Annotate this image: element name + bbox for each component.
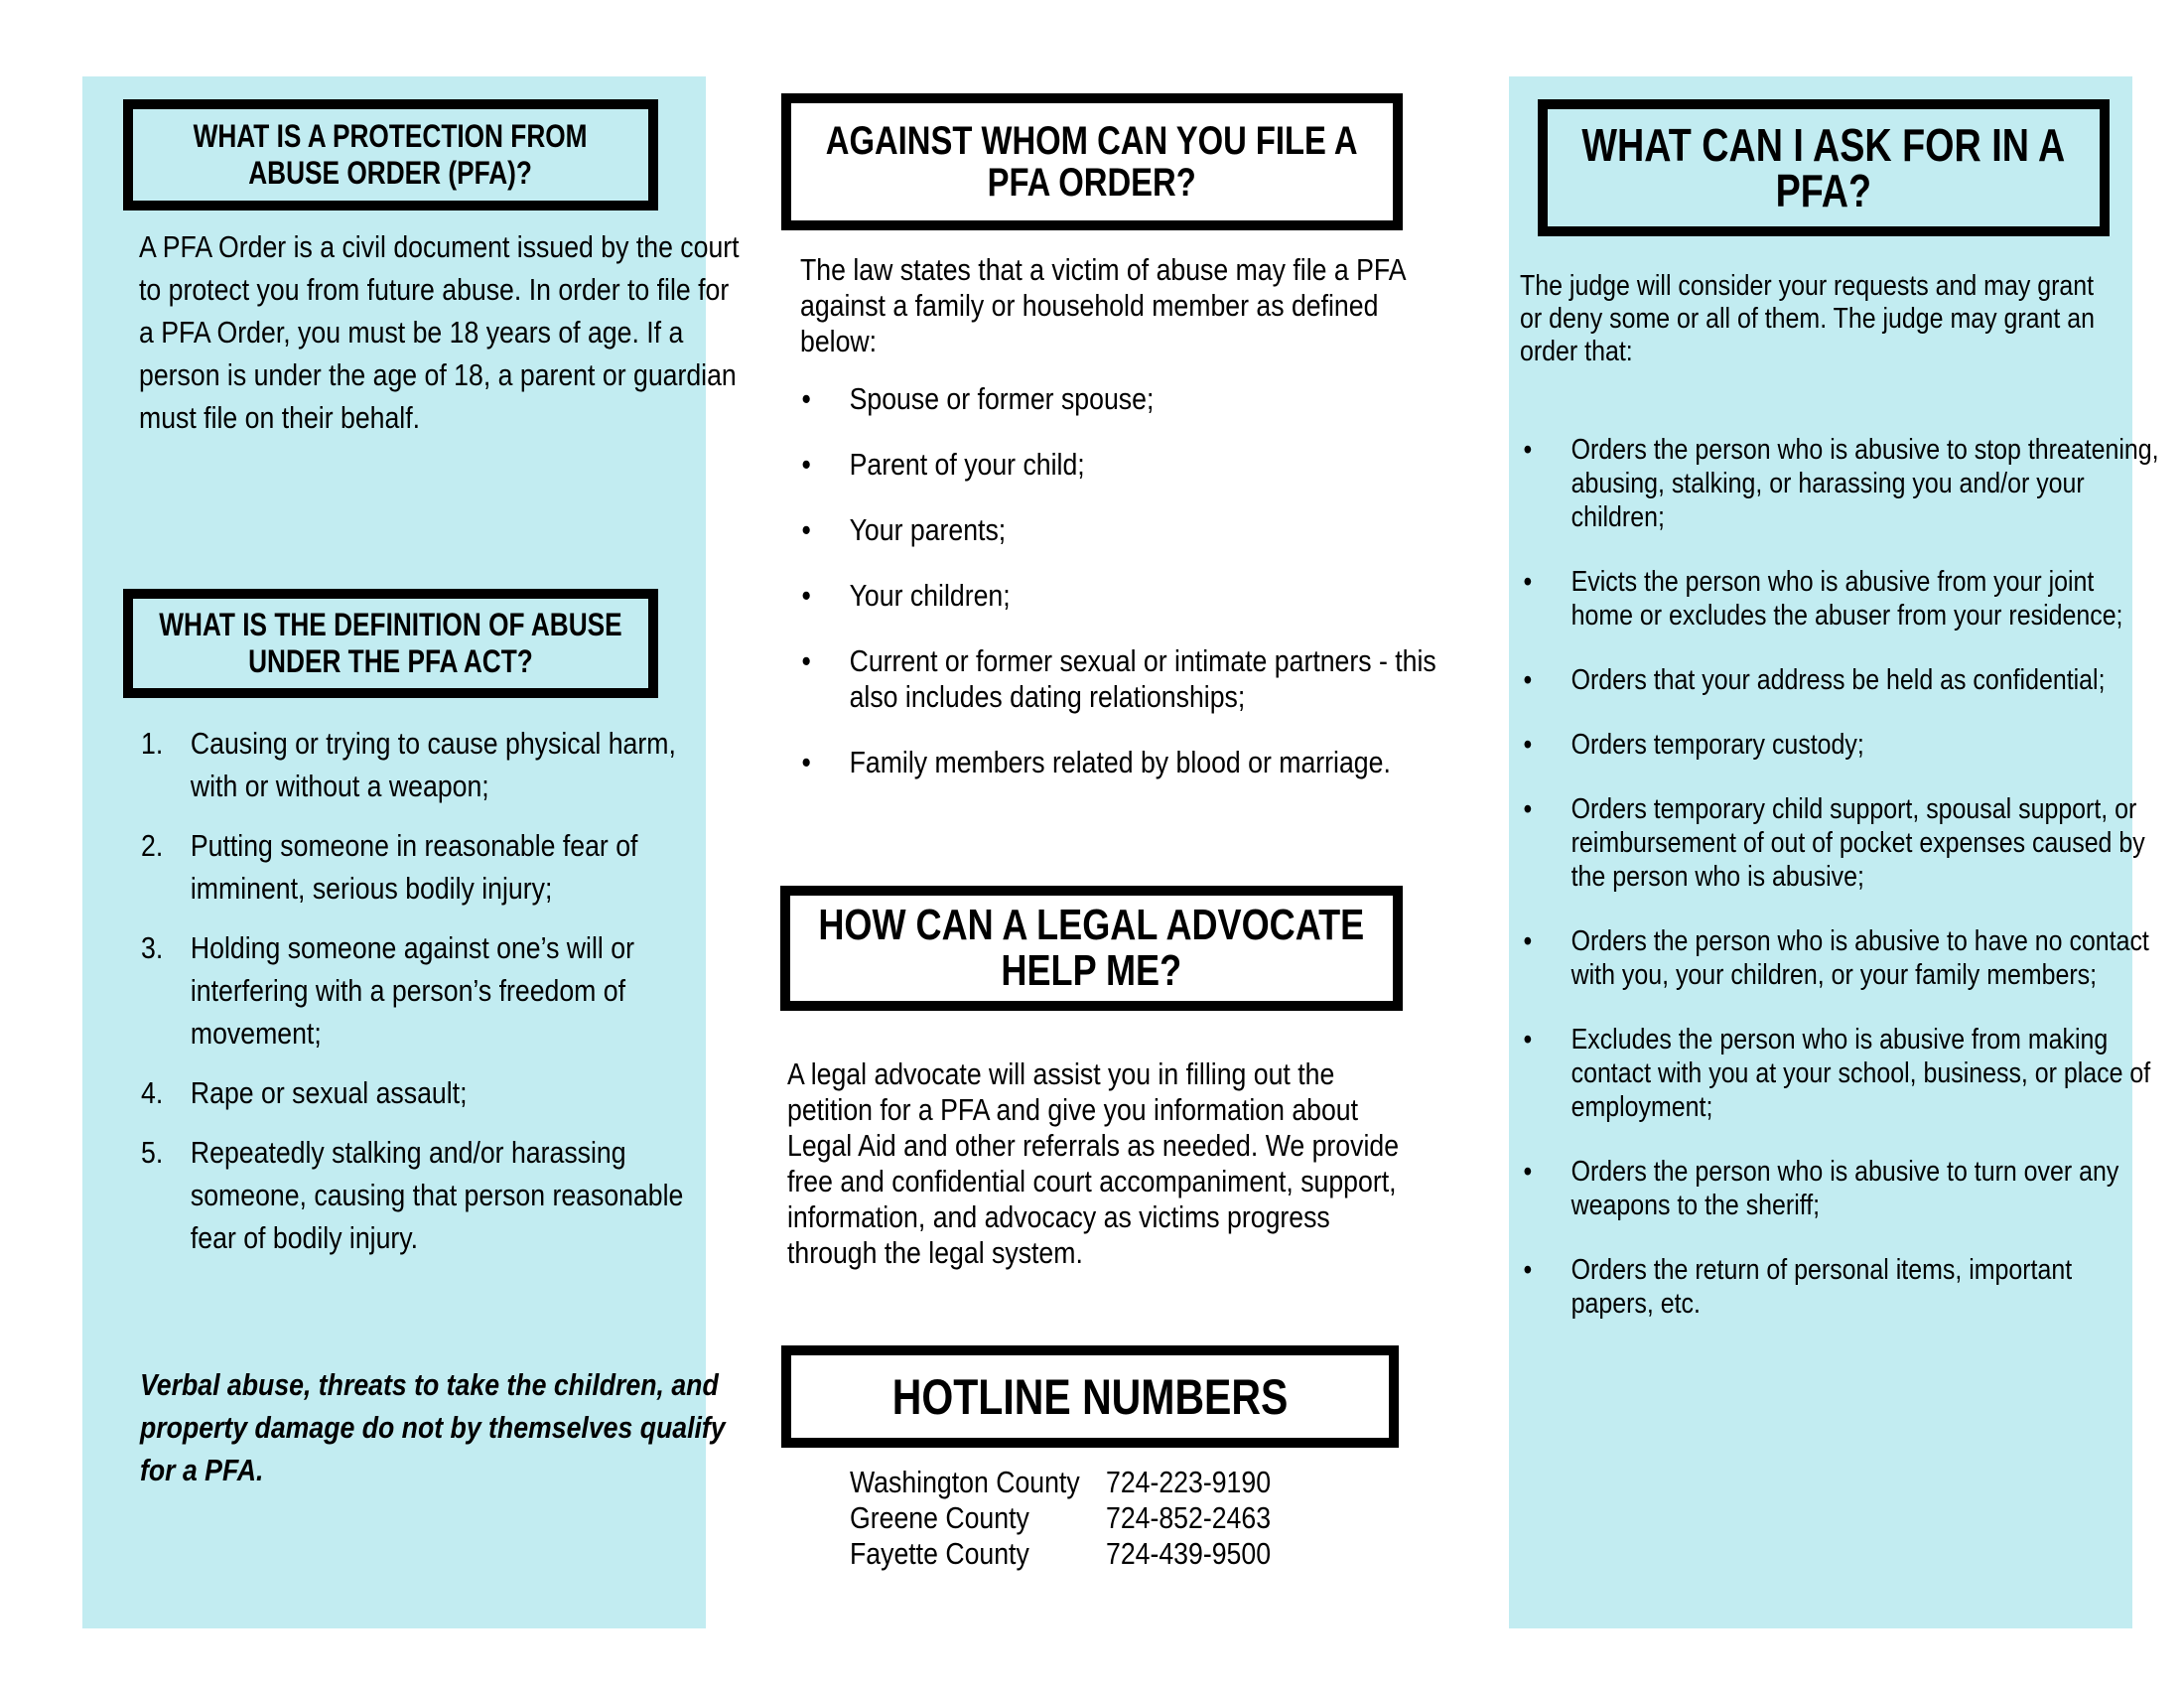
pfa-note-wrap (140, 1363, 746, 1491)
item-text: Your parents; (849, 512, 1007, 547)
item-number: 2. (141, 828, 164, 863)
heading-line: WHAT IS THE DEFINITION OF ABUSE (159, 607, 622, 642)
bullet-icon: • (1523, 793, 1533, 825)
item-text: Holding someone against one’s will or interfering with a person’s freedom of movement; (190, 930, 634, 1051)
item-text: Orders that your address be held as confidential; (1570, 664, 2106, 696)
hotline-row (850, 1465, 1271, 1500)
list-item (1520, 1253, 2160, 1321)
list-item (1520, 433, 2160, 534)
heading-line: UNDER THE PFA ACT? (248, 643, 533, 679)
what-to-ask-list (1520, 433, 2160, 1321)
item-text: Parent of your child; (849, 447, 1085, 482)
against-whom-heading (826, 120, 1358, 204)
against-whom-list-wrap (798, 381, 1464, 810)
phone-number[interactable]: 724-852-2463 (1106, 1500, 1272, 1535)
abuse-definition-list-wrap (141, 722, 739, 1276)
bullet-icon: • (801, 512, 811, 547)
list-item (1520, 924, 2160, 992)
item-text: Causing or trying to cause physical harm, with or without a weapon; (190, 726, 676, 803)
bullet-icon: • (801, 447, 811, 482)
hotline-row (850, 1500, 1271, 1536)
against-whom-list (798, 381, 1464, 780)
bullet-icon: • (1523, 925, 1533, 957)
list-item (141, 824, 730, 910)
heading-line: AGAINST WHOM CAN YOU FILE A (826, 119, 1358, 163)
list-item (141, 722, 730, 807)
item-number: 3. (141, 930, 164, 965)
list-item (798, 643, 1464, 715)
bullet-icon: • (1523, 434, 1533, 466)
list-item (141, 1131, 730, 1259)
list-item (141, 926, 730, 1055)
item-text: Putting someone in reasonable fear of imminent, serious bodily injury; (190, 828, 638, 906)
heading-line: HOW CAN A LEGAL ADVOCATE (818, 901, 1365, 949)
list-item (1520, 663, 2160, 697)
item-text: Orders the return of personal items, important papers, etc. (1570, 1254, 2073, 1320)
item-text: Spouse or former spouse; (849, 381, 1155, 416)
item-text: Excludes the person who is abusive from making contact with you at your school, business, or place of employment; (1570, 1024, 2151, 1123)
bullet-icon: • (801, 381, 811, 416)
item-text: Evicts the person who is abusive from your joint home or excludes the abuser from your residence; (1570, 566, 2123, 632)
what-to-ask-heading (1581, 119, 2066, 216)
list-item (798, 578, 1464, 614)
item-text: Your children; (849, 578, 1011, 613)
bullet-icon: • (1523, 1254, 1533, 1286)
list-item (141, 1071, 730, 1114)
abuse-definition-heading (159, 607, 621, 680)
what-to-ask-intro: The judge will consider your requests and may grant or deny some or all of them. The judge may grant an order that: (1520, 270, 2096, 367)
heading-line: PFA ORDER? (987, 161, 1197, 205)
hotline-list (850, 1465, 1271, 1572)
list-item (798, 512, 1464, 548)
item-text: Family members related by blood or marriage. (849, 745, 1391, 779)
phone-number[interactable]: 724-223-9190 (1106, 1465, 1272, 1499)
bullet-icon: • (1523, 729, 1533, 761)
heading-line: HELP ME? (1001, 946, 1182, 995)
item-text: Repeatedly stalking and/or harassing someone, causing that person reasonable fear of bodily injury. (190, 1135, 684, 1255)
list-item (798, 447, 1464, 483)
list-item (798, 381, 1464, 417)
bullet-icon: • (1523, 1156, 1533, 1188)
against-whom-intro: The law states that a victim of abuse may file a PFA against a family or household member as defined below: (800, 252, 1406, 358)
bullet-icon: • (801, 643, 811, 678)
item-number: 1. (141, 726, 164, 761)
item-number: 5. (141, 1135, 164, 1170)
hotline-row (850, 1536, 1271, 1572)
item-text: Orders the person who is abusive to have no contact with you, your children, or your family members; (1570, 925, 2149, 991)
heading-line: WHAT IS A PROTECTION FROM (194, 118, 588, 154)
county-name: Fayette County (850, 1536, 1029, 1571)
bullet-icon: • (801, 745, 811, 779)
pfa-definition-heading-box (123, 99, 658, 211)
abuse-definition-list (141, 722, 730, 1259)
list-item (1520, 728, 2160, 762)
list-item (1520, 792, 2160, 894)
county-name: Washington County (850, 1465, 1080, 1499)
pfa-definition-heading (194, 118, 588, 192)
item-text: Orders the person who is abusive to stop threatening, abusing, stalking, or harassing you and/or your children; (1570, 434, 2159, 533)
bullet-icon: • (1523, 664, 1533, 696)
item-text: Current or former sexual or intimate partners - this also includes dating relationships; (849, 643, 1436, 714)
pfa-definition-text: A PFA Order is a civil document issued by the court to protect you from future abuse. In order to file for a PFA Order, you must be 18 years of age. If a person is under the age of 18, a parent or guardian must file on their behalf. (139, 229, 740, 435)
pfa-qualification-note: Verbal abuse, threats to take the children, and property damage do not by themselves qualify for a PFA. (140, 1367, 726, 1487)
list-item (1520, 565, 2160, 633)
abuse-definition-heading-box (123, 589, 658, 698)
list-item (1520, 1023, 2160, 1124)
legal-advocate-heading-box (780, 886, 1403, 1011)
bullet-icon: • (1523, 566, 1533, 598)
phone-number[interactable]: 724-439-9500 (1106, 1536, 1272, 1571)
pfa-definition-text-wrap (139, 225, 745, 439)
item-text: Orders the person who is abusive to turn over any weapons to the sheriff; (1570, 1156, 2119, 1221)
bullet-icon: • (801, 578, 811, 613)
legal-advocate-heading (819, 903, 1365, 994)
list-item (798, 745, 1464, 780)
heading-line: ABUSE ORDER (PFA)? (248, 155, 533, 191)
what-to-ask-list-wrap (1520, 433, 2160, 1351)
against-whom-heading-box (781, 93, 1403, 230)
heading-line: WHAT CAN I ASK FOR IN A (1581, 119, 2066, 171)
item-text: Orders temporary custody; (1570, 729, 1864, 761)
hotline-heading-box (781, 1345, 1399, 1448)
county-name: Greene County (850, 1500, 1029, 1535)
legal-advocate-text: A legal advocate will assist you in filling out the petition for a PFA and give you information about Legal Aid and other referrals as needed. We provide free and confidential court accompaniment, support, information, and advocacy as victims progress through the legal system. (787, 1056, 1400, 1270)
heading-line: PFA? (1775, 165, 1872, 216)
what-to-ask-heading-box (1538, 99, 2110, 236)
item-text: Orders temporary child support, spousal support, or reimbursement of out of pocket expenses caused by the person who is abusive; (1570, 793, 2145, 893)
item-text: Rape or sexual assault; (190, 1075, 468, 1110)
item-number: 4. (141, 1075, 164, 1110)
bullet-icon: • (1523, 1024, 1533, 1055)
list-item (1520, 1155, 2160, 1222)
hotline-heading: HOTLINE NUMBERS (891, 1368, 1289, 1425)
